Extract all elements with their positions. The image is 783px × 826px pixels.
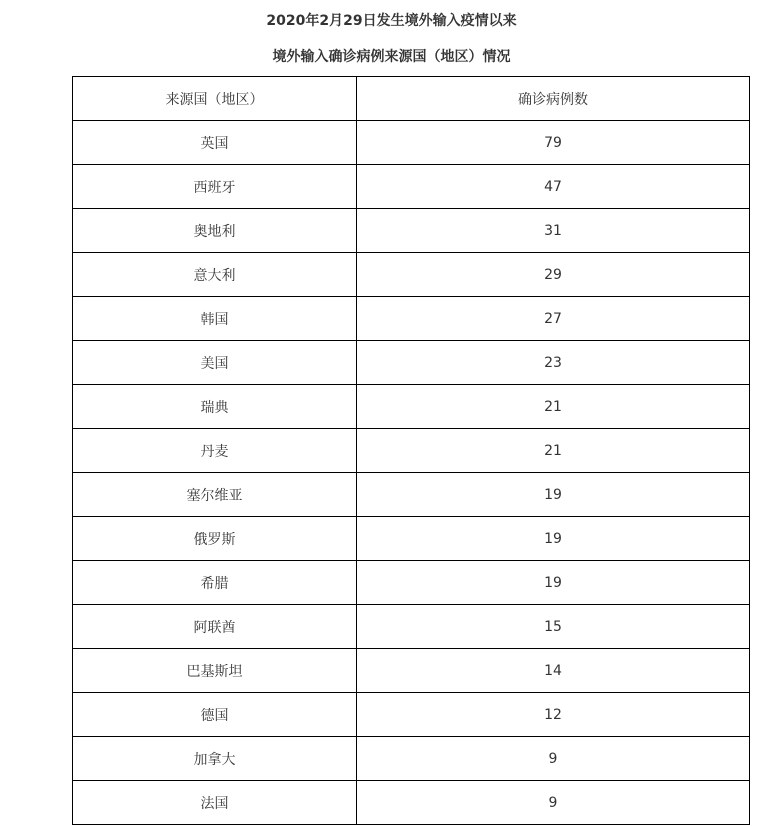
country-cell: 俄罗斯 [73,517,357,561]
count-cell: 27 [357,297,750,341]
table-row [73,737,750,781]
page-subtitle: 境外输入确诊病例来源国（地区）情况 [272,49,511,65]
country-cell: 意大利 [73,253,357,297]
table-row [73,561,750,605]
table-row [73,297,750,341]
count-cell: 9 [357,781,750,825]
table-row [73,165,750,209]
count-cell: 21 [357,385,750,429]
count-cell: 79 [357,121,750,165]
count-cell: 31 [357,209,750,253]
country-cell: 巴基斯坦 [73,649,357,693]
country-cell: 美国 [73,341,357,385]
header-case-count: 确诊病例数 [357,77,750,121]
imported-cases-table [72,76,750,825]
table-row [73,341,750,385]
country-cell: 韩国 [73,297,357,341]
count-cell: 19 [357,517,750,561]
count-cell: 47 [357,165,750,209]
country-cell: 塞尔维亚 [73,473,357,517]
table-row [73,605,750,649]
count-cell: 23 [357,341,750,385]
country-cell: 德国 [73,693,357,737]
table-body [73,121,750,825]
table-row [73,429,750,473]
country-cell: 希腊 [73,561,357,605]
count-cell: 12 [357,693,750,737]
page-title: 2020年2月29日发生境外输入疫情以来 [266,13,517,29]
count-cell: 9 [357,737,750,781]
country-cell: 法国 [73,781,357,825]
country-cell: 加拿大 [73,737,357,781]
table-row [73,473,750,517]
table-row [73,649,750,693]
table-row [73,693,750,737]
table-row [73,781,750,825]
country-cell: 奥地利 [73,209,357,253]
count-cell: 29 [357,253,750,297]
table-row [73,121,750,165]
table-row [73,209,750,253]
count-cell: 19 [357,561,750,605]
count-cell: 19 [357,473,750,517]
count-cell: 21 [357,429,750,473]
table-row [73,385,750,429]
table-row [73,253,750,297]
count-cell: 15 [357,605,750,649]
count-cell: 14 [357,649,750,693]
country-cell: 丹麦 [73,429,357,473]
table-row [73,517,750,561]
country-cell: 英国 [73,121,357,165]
header-source-country: 来源国（地区） [73,77,357,121]
country-cell: 阿联酋 [73,605,357,649]
table-header-row [73,77,750,121]
country-cell: 瑞典 [73,385,357,429]
country-cell: 西班牙 [73,165,357,209]
